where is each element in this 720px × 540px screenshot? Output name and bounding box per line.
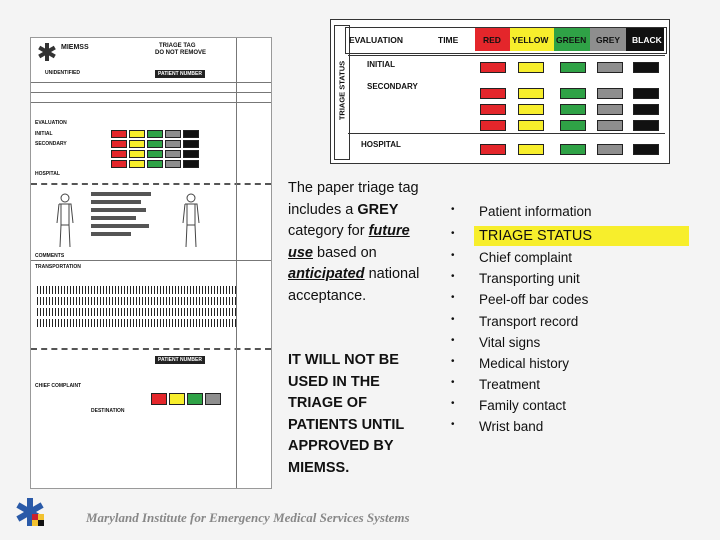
swatch-initial-1 <box>518 62 544 73</box>
tag-color-grid <box>111 130 199 168</box>
note-future: future use <box>288 223 410 261</box>
row-secondary: SECONDARY <box>367 82 418 91</box>
note-part2: category for <box>288 223 369 239</box>
tag-patient-number-2: PATIENT NUMBER <box>155 356 205 364</box>
swatch-extra2-1 <box>518 120 544 131</box>
tag-initial: INITIAL <box>35 131 53 137</box>
list-item: • Transport record <box>451 314 579 329</box>
list-item: • Patient information <box>451 204 592 219</box>
header-black: BLACK <box>632 35 662 45</box>
swatch-extra2-2 <box>560 120 586 131</box>
tag-unidentified: UNIDENTIFIED <box>45 70 80 76</box>
swatch-secondary-3 <box>597 88 623 99</box>
swatch-extra2-0 <box>480 120 506 131</box>
swatch-secondary-0 <box>480 88 506 99</box>
note-part1: The paper triage tag includes a <box>288 180 419 218</box>
feature-list <box>451 204 694 444</box>
tag-secondary: SECONDARY <box>35 141 67 147</box>
tag-patient-number: PATIENT NUMBER <box>155 70 205 78</box>
tag-title-1: TRIAGE TAG <box>159 43 196 49</box>
footer-org-name: Maryland Institute for Emergency Medical Services Systems <box>86 510 410 525</box>
swatch-hospital-1 <box>518 144 544 155</box>
star-of-life-logo <box>37 42 57 62</box>
swatch-initial-4 <box>633 62 659 73</box>
list-item: • Family contact <box>451 398 567 413</box>
list-item: • Peel-off bar codes <box>451 292 589 307</box>
injury-checklist <box>91 188 171 250</box>
tag-title-2: DO NOT REMOVE <box>155 50 207 56</box>
swatch-extra1-4 <box>633 104 659 115</box>
header-time: TIME <box>438 35 459 45</box>
list-item: • Vital signs <box>451 335 541 350</box>
tag-org: MIEMSS <box>61 44 89 51</box>
swatch-initial-3 <box>597 62 623 73</box>
header-red: RED <box>483 35 501 45</box>
swatch-hospital-2 <box>560 144 586 155</box>
miemss-logo-icon <box>14 496 46 533</box>
swatch-secondary-4 <box>633 88 659 99</box>
row-hospital: HOSPITAL <box>361 140 401 149</box>
note-grey: GREY <box>357 201 399 218</box>
swatch-extra1-1 <box>518 104 544 115</box>
header-evaluation: EVALUATION <box>349 35 403 45</box>
swatch-hospital-0 <box>480 144 506 155</box>
list-item: • Medical history <box>451 356 570 371</box>
tag-destination: DESTINATION <box>91 408 125 414</box>
swatch-extra2-4 <box>633 120 659 131</box>
list-item: • Transporting unit <box>451 271 580 286</box>
triage-tag-image <box>30 37 272 489</box>
swatch-hospital-4 <box>633 144 659 155</box>
note-part4: national acceptance. <box>288 266 420 304</box>
header-grey: GREY <box>596 35 621 45</box>
tag-chief-complaint: CHIEF COMPLAINT <box>35 383 82 389</box>
note-part3: based on <box>313 244 377 261</box>
swatch-extra1-2 <box>560 104 586 115</box>
swatch-extra1-0 <box>480 104 506 115</box>
tag-hospital: HOSPITAL <box>35 171 60 177</box>
tag-comments: COMMENTS <box>35 253 65 259</box>
swatch-secondary-1 <box>518 88 544 99</box>
triage-status-zoom <box>330 19 670 164</box>
header-green: GREEN <box>556 35 587 45</box>
mini-color-boxes <box>151 393 221 405</box>
tag-evaluation: EVALUATION <box>35 120 67 126</box>
body-back-figure <box>177 193 205 254</box>
body-front-figure <box>51 193 79 254</box>
swatch-secondary-2 <box>560 88 586 99</box>
list-item: • Wrist band <box>451 419 544 434</box>
triage-status-side-label: TRIAGE STATUS <box>337 60 347 121</box>
swatch-extra2-3 <box>597 120 623 131</box>
grey-category-note <box>288 178 428 307</box>
note-anticipated: anticipated <box>288 266 365 282</box>
wrist-band-strap <box>236 38 267 488</box>
swatch-hospital-3 <box>597 144 623 155</box>
list-item: • Treatment <box>451 377 541 392</box>
swatch-initial-0 <box>480 62 506 73</box>
tag-transportation: TRANSPORTATION <box>35 264 81 270</box>
barcode-strip <box>37 283 237 343</box>
swatch-initial-2 <box>560 62 586 73</box>
list-item-highlighted: • TRIAGE STATUS <box>474 226 689 246</box>
swatch-extra1-3 <box>597 104 623 115</box>
header-yellow: YELLOW <box>512 35 549 45</box>
list-item: • Chief complaint <box>451 250 573 265</box>
warning-note: IT WILL NOT BE USED IN THE TRIAGE OF PATIENTS UNTIL APPROVED BY MIEMSS. <box>288 352 404 476</box>
row-initial: INITIAL <box>367 60 395 69</box>
